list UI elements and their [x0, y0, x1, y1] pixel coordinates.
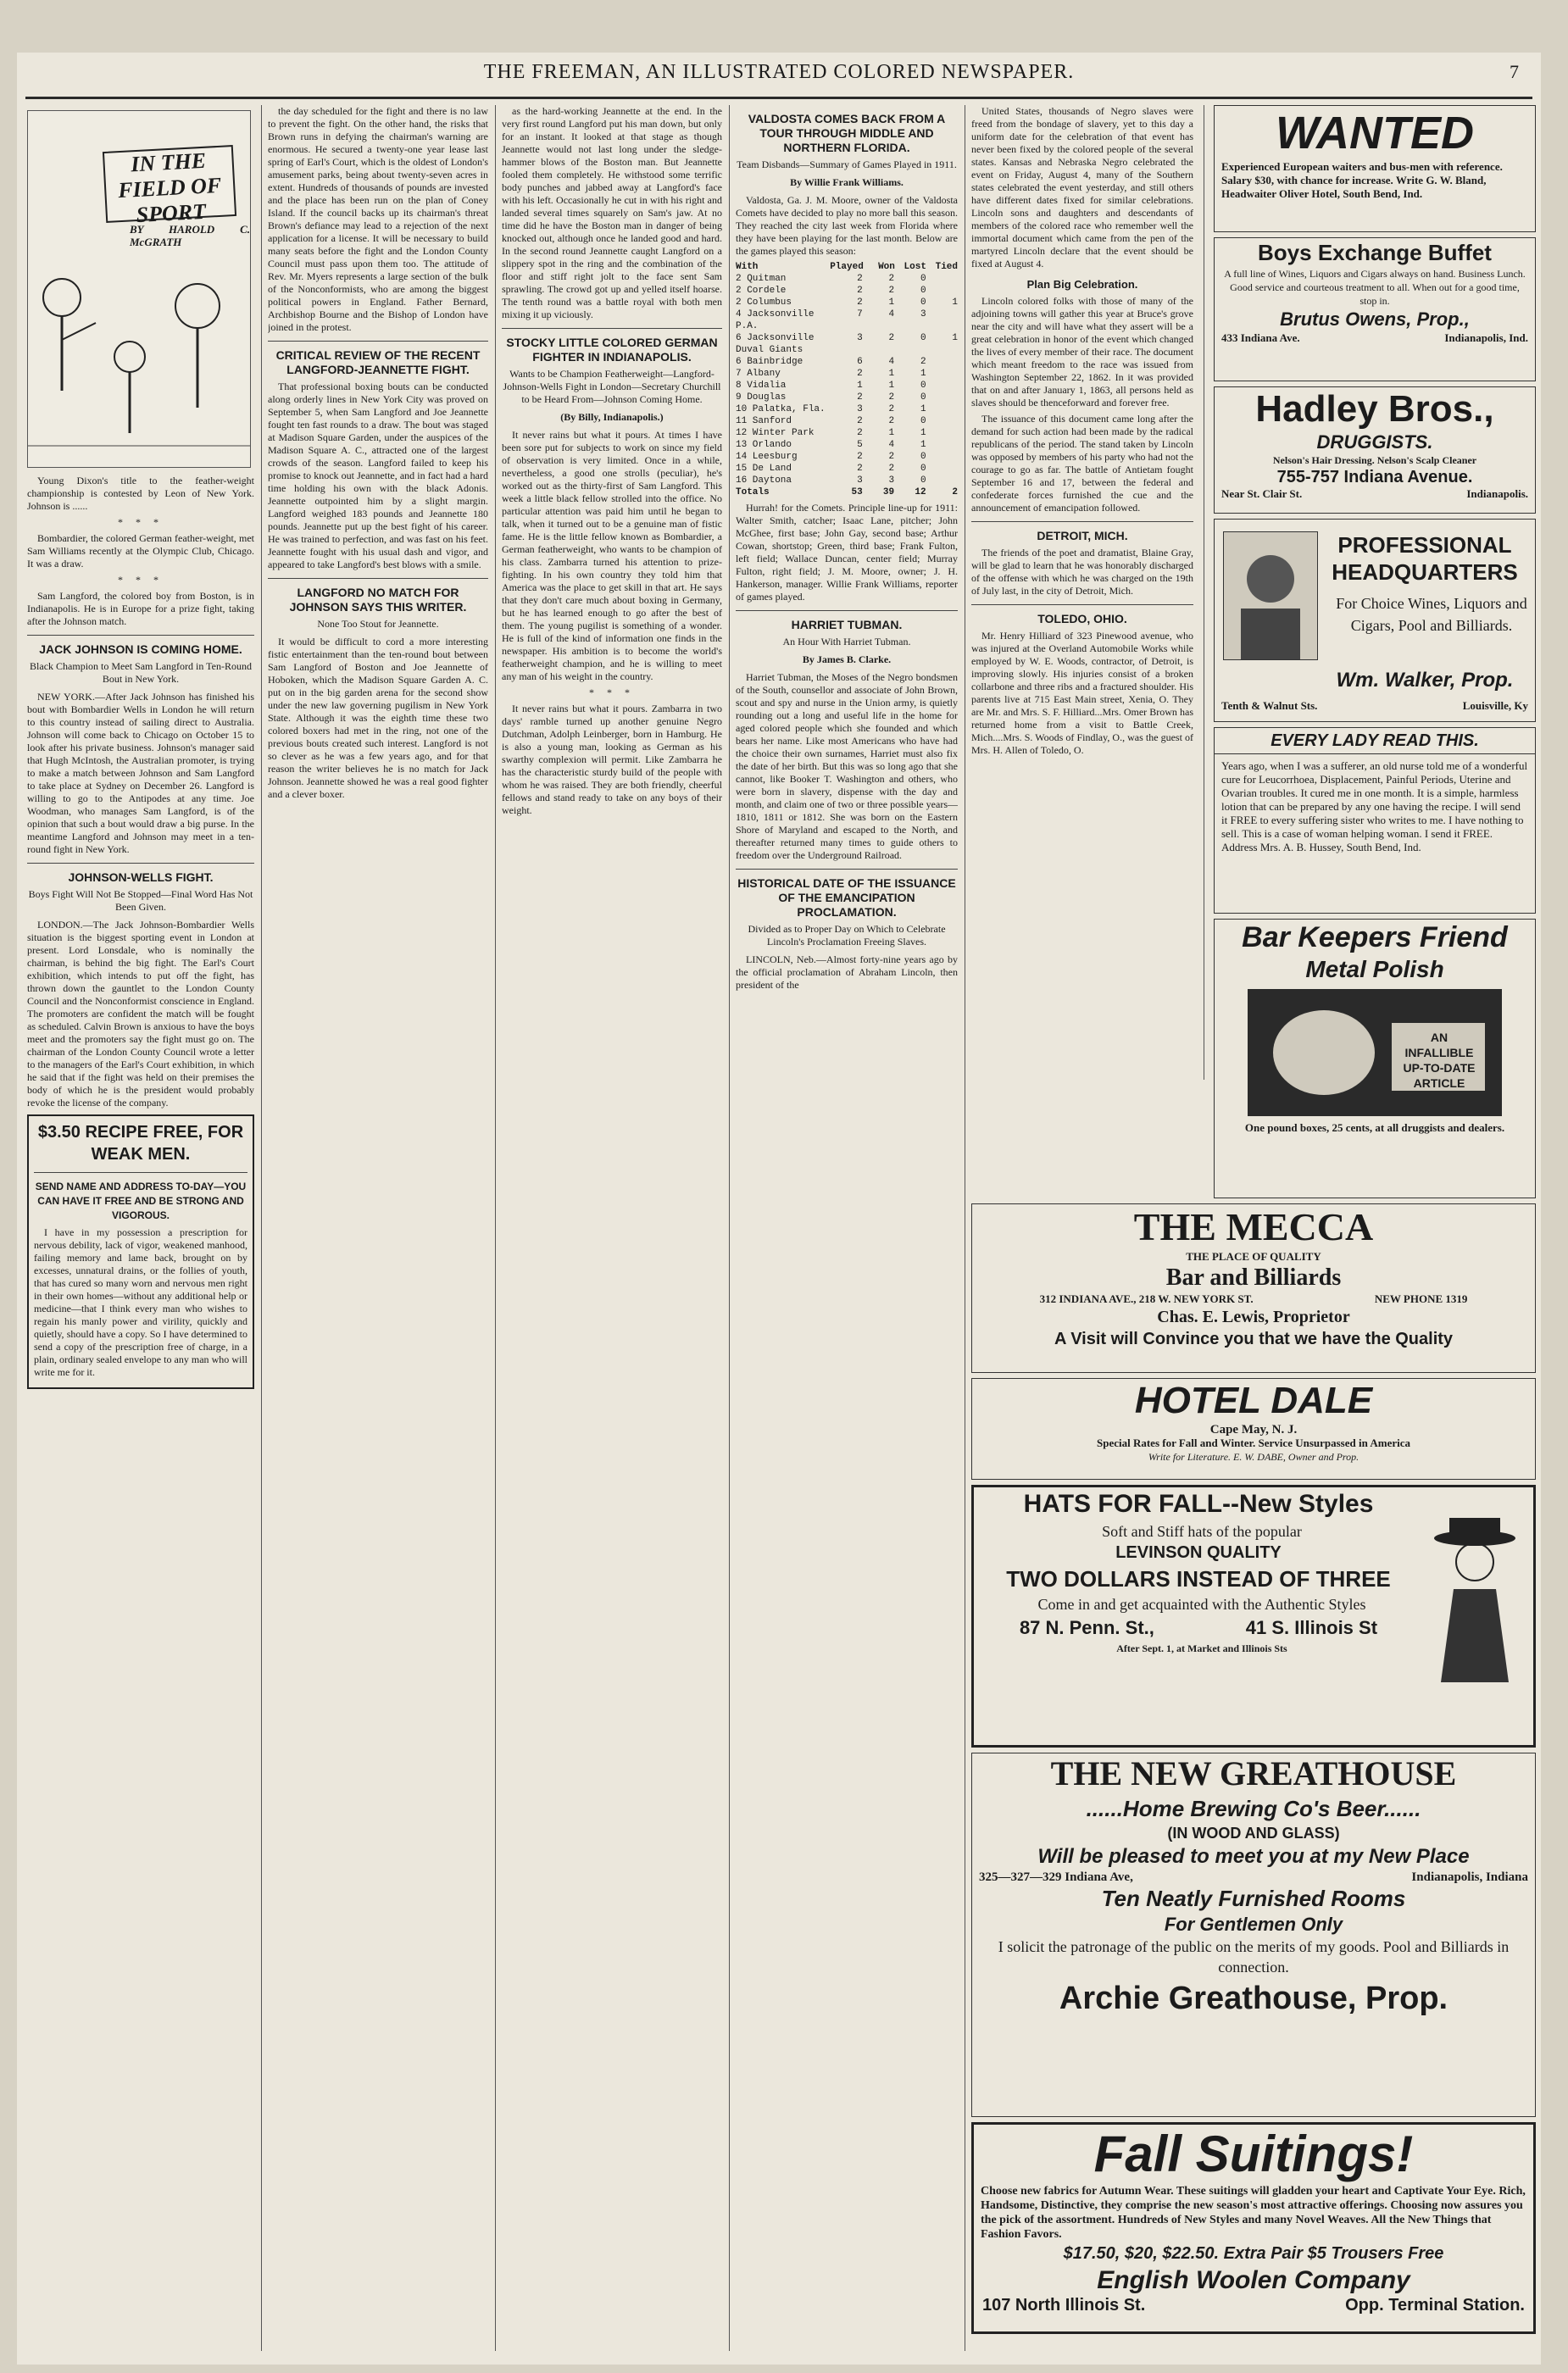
ad-title: EVERY LADY READ THIS. [1215, 728, 1535, 754]
table-cell: 2 [857, 392, 863, 403]
ad-tagline: Will be pleased to meet you at my New Place [1037, 1845, 1470, 1868]
paragraph: Bombardier, the colored German feather-weight, met Sam Williams recently at the Olympic Club, Chicago. It was a draw. [27, 532, 254, 570]
table-row [736, 475, 958, 486]
ad-title: Hadley Bros., [1255, 388, 1494, 430]
table-row [736, 332, 958, 356]
table-cell: 1 [920, 369, 926, 379]
column-1: IN THE FIELD OF SPORT BY HAROLD C. McGRATH Young Dixon's title to the feather-weight championship is contested by Leon of New York. Johnson is ...... * * * Bombardier, the colored German feather-weight, met Sam Williams recently at the Olympic Club, Chicago. It was a draw. * * * Sam Langford, the colored boy from Boston, is in Indianapolis. He is in Europe for a prize fight, taking after the Johnson match. JACK JOHNSON IS COMING HOME. Black Champion to Meet Sam Langford in Ten-Round Bout in New York. NEW YORK.—After Jack Johnson has finished his bout with Bombardier Wells in London he will return to this country instead of sailing direct to Australia. Johnson will come back to Chicago on October 15 to look after his private business. Johnson's manager said that Hugh McIntosh, the Australian promoter, is trying to make a match between Johnson and Sam Langford to take place at Sydney on December 26. Langford is willing to go to the Antipodes at any time. Joe Woodman, who manages Sam Langford, is of the opinion that such a bout would draw a big purse. In the meantime Langford and Johnson may meet in a ten-round fight in New York. JOHNSON-WELLS FIGHT. Boys Fight Will Not Be Stopped—Final Word Has Not Been Given. LONDON.—The Jack Johnson-Bombardier Wells situation is the biggest sporting event in London at present. Lord Lonsdale, who is nominally the chairman, is behind the big fight. The Earl's Court exhibition, which intends to put off the fight, has thrown down the gauntlet to the London County Council and the Nonconformist conscience in England. The promoters are confident the match will be fought as scheduled. Calvin Brown is anxious to have the boys meet and the promoters say the fight must go on. The chairman of the London County Council wrote a letter to the managers of the Earl's Court exhibition, in which he said that if the fight was held on their premises the body of which he is the president would probably revoke the license of the company. $3.50 RECIPE FREE, FOR WEAK MEN. SEND NAME AND ADDRESS TO-DAY—YOU CAN HAVE IT FREE AND BE STRONG AND VIGOROUS. I have in my possession a prescription for nervous debility, lack of vigor, weakened manhood, failing memory and lame back, brought on by excesses, unnatural drains, or the follies of youth, that has cured so many worn and nervous men right in their own homes—without any additional help or medicine—that I think every man who wishes to regain his manly power and virility, quickly and quietly, should have a copy. So I have determined to send a copy of the prescription free of charge, in a plain, ordinary sealed envelope to any man who will write me for it. [27, 105, 254, 2351]
paragraph: Young Dixon's title to the feather-weight championship is contested by Leon of New York. Johnson is ...... [27, 475, 254, 512]
ad-text: A full line of Wines, Liquors and Cigars always on hand. Business Lunch. Good service and courteous treatment to all. When out for a good time, stop in. [1224, 268, 1526, 307]
ad-gentlemen: For Gentlemen Only [1164, 1914, 1343, 1935]
table-cell: 3 [857, 333, 863, 343]
byline: By James B. Clarke. [802, 653, 892, 665]
ad-hadley-bros [1214, 386, 1536, 514]
table-cell: 0 [920, 464, 926, 474]
table-cell: 2 [888, 404, 895, 414]
table-row [736, 486, 958, 498]
table-cell: 2 [888, 464, 895, 474]
table-cell: 2 [857, 286, 863, 296]
table-cell: 0 [920, 286, 926, 296]
table-row [736, 463, 958, 475]
byline: (By Billy, Indianapolis.) [560, 411, 664, 423]
cartoon-title: IN THE FIELD OF SPORT [103, 145, 236, 223]
table-cell: 7 [857, 309, 863, 320]
ad-text-2: LEVINSON QUALITY [1115, 1543, 1282, 1562]
article-body: LONDON.—The Jack Johnson-Bombardier Wells situation is the biggest sporting event in London at present. Lord Lonsdale, who is nominally the chairman, is behind the big fight. The Earl's Court exhibition, which intends to put off the fight, has thrown down the gauntlet to the London County Council and the Nonconformist conscience in England. The promoters are confident the match will be fought as scheduled. Calvin Brown is anxious to have the boys meet and the promoters say the fight must go on. The chairman of the London County Council wrote a letter to the managers of the Earl's Court exhibition, in which he said that if the fight was held on their premises the body of which he is the president would probably revoke the license of the company. [27, 919, 254, 1109]
table-row [736, 415, 958, 427]
ad-footer: Write for Literature. E. W. DABE, Owner and Prop. [1148, 1451, 1359, 1463]
table-cell: 2 [857, 274, 863, 284]
table-cell: 2 [888, 416, 895, 426]
masthead [17, 61, 1541, 90]
ad-city: Indianapolis, Ind. [1444, 331, 1528, 344]
ad-address: 107 North Illinois St. [982, 2296, 1146, 2315]
table-cell: 2 Columbus [736, 297, 792, 308]
ad-subtitle: DRUGGISTS. [1316, 431, 1433, 453]
table-cell: 2 [888, 333, 895, 343]
gentleman-hat-illustration [1428, 1513, 1521, 1682]
table-row [736, 403, 958, 415]
table-cell: 10 Palatka, Fla. [736, 404, 826, 414]
table-cell [926, 308, 958, 332]
table-cell: 0 [920, 274, 926, 284]
article-body: The friends of the poet and dramatist, Blaine Gray, will be glad to learn that he was honorably discharged of the offense with which he was charged on the 19th of July last, in the city of Detroit, Mich. [971, 547, 1193, 597]
column-3: as the hard-working Jeannette at the end. In the very first round Langford put his man down, but only for an instant. It looked at that stage as though Jeannette would not last long under the sledge-hammer blows of the Boston man. But Jeannette fooled them completely. He withstood some terrific body punches and jabbed away at Langford's face with his left. Occasionally he cut in with his right and landed several times squarely on Sam's jaw. At no time did he have the Boston man in danger of being knocked out, although once he landed good and hard. In the second round Jeannette caught Langford on a slippery spot in the ring and the combination of the floor and stiff right jolt to the face sent Sam sprawling. The crowd got up and yelled itself hoarse. The tenth round was a battle royal with both men mixing it up viciously. STOCKY LITTLE COLORED GERMAN FIGHTER IN INDIANAPOLIS. Wants to be Champion Featherweight—Langford-Johnson-Wells Fight in London—Secretary Churchill to be Heard From—Johnson Coming Home. (By Billy, Indianapolis.) It never rains but what it pours. At times I have been sore put for subjects to work on since my field of observation is very limited. Once in a while, nevertheless, a good one strolls (peculiar), he's worked out as the thirty-first of Sam Langford. This week a little black fellow strolled into the office. No particular attention was paid him until he began to talk, when it turned out to be a genuine man of fistic fame. He is the little fellow known as Bombardier, a German featherweight, who wants to be champion of his class. Zambarra turned his attention to prize-fighting. In his own country they told him that America was the place to get skill in that art. He says that they don't care much about boxing in Germany, but he has learned enough to go after the best of them. The young pugilist is something of a wonder. He is full of the kind of information one finds in the newspaper. His ambition is to become the world's featherweight champion, and he is willing to meet any man of his weight in the country. * * * It never rains but what it pours. Zambarra in two days' ramble turned up another genuine Negro Dutchman, Adolph Leinberger, born in Hamburg. He is also a young man, looking as German as his swarthy complexion will permit. Like Zambarra he has the characteristic sturdy build of the people with whom he was raised. They are both friendly, cheerful fellows and stand ready to take on any boys of their weight. [502, 105, 722, 816]
table-row [736, 261, 958, 273]
recipe-ad [27, 1114, 254, 1389]
masthead-rule [25, 97, 1532, 99]
table-row [736, 273, 958, 285]
ad-text: Nelson's Hair Dressing. Nelson's Scalp Cleaner [1272, 454, 1477, 466]
table-cell: 16 Daytona [736, 475, 792, 486]
subheadline: An Hour With Harriet Tubman. [782, 636, 911, 647]
ad-text-1: Soft and Stiff hats of the popular [1102, 1523, 1302, 1540]
ad-text-3: TWO DOLLARS INSTEAD OF THREE [1006, 1566, 1391, 1592]
table-cell: 2 [857, 452, 863, 462]
ad-owner: Archie Greathouse, Prop. [1059, 1981, 1448, 2016]
table-cell [926, 475, 958, 486]
ad-owner: Chas. E. Lewis, Proprietor [1157, 1308, 1350, 1326]
table-cell: 4 [888, 440, 895, 450]
ad-address: Tenth & Walnut Sts. [1221, 699, 1318, 712]
ad-the-mecca [971, 1203, 1536, 1373]
table-row [736, 380, 958, 392]
headline: VALDOSTA COMES BACK FROM A TOUR THROUGH MIDDLE AND NORTHERN FLORIDA. [748, 112, 946, 154]
article-body: It never rains but what it pours. At times I have been sore put for subjects to work on since my field of observation is very limited. Once in a while, nevertheless, a good one strolls (peculiar), he's worked out as the thirty-first of Sam Langford. This week a little black fellow strolled into the office. No particular attention was paid him until he began to talk, when it turned out to be a genuine man of fistic fame. He is the little fellow known as Bombardier, a German featherweight, who wants to be champion of his class. Zambarra turned his attention to prize-fighting. In his own country they told him that America was the place to get skill in that art. He says that they don't care much about boxing in Germany, but he has learned enough to go after the best of them. The young pugilist is something of a wonder. He is full of the kind of information one finds in the newspaper. His ambition is to become the world's featherweight champion, and he is willing to meet any man of his weight in the country. [502, 429, 722, 682]
table-cell: 3 [857, 475, 863, 486]
article-body: Hurrah! for the Comets. Principle line-up for 1911: Walter Smith, catcher; Isaac Lane, pitcher; John McGhee, first base; John Gay, second base; Arthur Cowan, shortstop; Green, third base; Frank Fulton, left field; Wallace Duncan, center field; Murray Fulton, right field; J. M. Moore, owner; J. H. Hankerson, manager. Willie Frank Williams, reporter of games played. [736, 502, 958, 603]
ad-phone: 755-757 Indiana Avenue. [1276, 468, 1473, 486]
article-body: The issuance of this document came long after the demand for such action had been made by the radical republicans of the period. The stand taken by Lincoln was opposed by members of his party who had not the courage to go as far. The battle of Antietam fought September 16 and 17, between the federal and confederate forces furnished the cue and the announcement of emancipation followed. [971, 413, 1193, 514]
headline: HARRIET TUBMAN. [791, 618, 903, 631]
subheadline: Team Disbands—Summary of Games Played in 1911. [737, 158, 957, 170]
table-cell: 2 Cordele [736, 286, 787, 296]
table-cell: 1 [920, 440, 926, 450]
table-cell: 12 [915, 487, 926, 497]
article-body: It would be difficult to cord a more interesting fistic entertainment than the ten-round bout between Sam Langford of Boston and Joe Jeannette of Hoboken, which the Madison Square Garden A. C. put on in the big garden arena for the second show under the new law governing pugilism in New York State. Although it was the eighth time these two colored boxers had met in the ring, not one of the previous bouts created such interest. Langford is not so clever as he was a few years ago, and for that reason the writer believes he is no match for Jack Johnson. Jeannette showed he was a real good fighter and a clever boxer. [268, 636, 488, 800]
ad-title: Boys Exchange Buffet [1258, 240, 1492, 265]
table-cell: Played [830, 262, 864, 272]
headline: LANGFORD NO MATCH FOR JOHNSON SAYS THIS WRITER. [289, 586, 467, 614]
table-cell: 8 Vidalia [736, 381, 787, 391]
headline: TOLEDO, OHIO. [1037, 612, 1127, 625]
table-cell: 6 [857, 357, 863, 367]
table-cell: 2 [888, 392, 895, 403]
ad-title: HATS FOR FALL--New Styles [1023, 1490, 1374, 1518]
article-body: NEW YORK.—After Jack Johnson has finished his bout with Bombardier Wells in London he will return to this country instead of sailing direct to Australia. Johnson will come back to Chicago on October 15 to look after his private business. Johnson's manager said that Hugh McIntosh, the Australian promoter, is trying to make a match between Johnson and Sam Langford to take place at Sydney on December 26. Langford is willing to go to the Antipodes at any time. Joe Woodman, who manages Sam Langford, is of the opinion that such a bout would draw a big purse. In the meantime Langford and Johnson may meet in a ten-round fight in New York. [27, 691, 254, 855]
ad-address: 433 Indiana Ave. [1221, 331, 1300, 344]
ad-subtitle: Metal Polish [1305, 956, 1444, 982]
table-row [736, 285, 958, 297]
ad-owner: Brutus Owens, Prop., [1280, 308, 1470, 330]
table-cell: 2 [888, 452, 895, 462]
ad-every-lady [1214, 727, 1536, 914]
recipe-body: I have in my possession a prescription for nervous debility, lack of vigor, weakened manhood, failing memory and lame back, brought on by excesses, unnatural drains, or the follies of youth, that has cured so many worn and nervous men right in their own homes—without any additional help or medicine—that I think every man who wishes to regain his manly power and virility, quickly and quietly, should have a copy. So I have determined to send a copy of the prescription free of charge, in a plain, ordinary sealed envelope to any man who will write me for it. [34, 1226, 247, 1378]
table-cell: 1 [857, 381, 863, 391]
subheadline: None Too Stout for Jeannette. [317, 618, 439, 630]
table-cell: 2 [857, 369, 863, 379]
table-cell: 5 [857, 440, 863, 450]
subheadline: Black Champion to Meet Sam Langford in Ten-Round Bout in New York. [30, 660, 252, 685]
newspaper-page [17, 53, 1541, 2365]
article-body: United States, thousands of Negro slaves were freed from the bondage of slavery, yet to this day a uniform date for the celebration of that event has never been fixed by the colored people of the several states. Kansas and Nebraska Negro celebrated the event on Friday, August 4, many of the Southern states celebrated the event yesterday, and still others have different dates fixed for similar celebrations. Lincoln sons and daughters and descendants of members of the colored race who remember well the immortal document which came from the pen of the martyred Lincoln declare that the event should be fixed at August 4. [971, 105, 1193, 270]
column-2 [268, 105, 488, 2351]
portrait-photo [1223, 531, 1318, 660]
page-number: 7 [1510, 61, 1519, 82]
headline: JOHNSON-WELLS FIGHT. [68, 870, 214, 884]
ad-address: 325—327—329 Indiana Ave, [979, 1870, 1133, 1884]
ad-boys-exchange-buffet [1214, 237, 1536, 381]
ad-text: For Choice Wines, Liquors and Cigars, Pool and Billiards. [1336, 595, 1527, 634]
table-row [736, 451, 958, 463]
table-cell: 6 Jacksonville Duval Giants [736, 333, 815, 355]
ad-title: Fall Suitings! [1093, 2126, 1414, 2182]
ad-title: THE MECCA [1133, 1205, 1374, 1248]
table-cell [926, 463, 958, 475]
table-cell [926, 415, 958, 427]
article-body: as the hard-working Jeannette at the end. In the very first round Langford put his man down, but only for an instant. It looked at that stage as though Jeannette would not last long under the sledge-hammer blows of the Boston man. But Jeannette fooled them completely. He withstood some terrific body punches and jabbed away at Langford's face with his left. Occasionally he cut in with his right and landed several times squarely on Sam's jaw. At no time did he have the Boston man in danger of being knocked out, although once he landed good and hard. In the second round Jeannette caught Langford on a slippery spot in the ring and the combination of the floor and stiff right jolt to the face sent Sam sprawling. The crowd got up and yelled itself hoarse. The tenth round was a battle royal with both men mixing it up viciously. [502, 105, 722, 320]
ad-text: Years ago, when I was a sufferer, an old nurse told me of a wonderful cure for Leucorrhoea, Displacement, Painful Periods, Uterine and Ovarian troubles. It cured me in one month. It is a simple, harmless lotion that can be prepared by any one having the recipe. I will send it FREE to every suffering sister who writes to me. I have nothing to sell. This is a case of woman helping woman. I send it FREE. Address Mrs. A. B. Hussey, South Bend, Ind. [1221, 759, 1528, 853]
games-table [736, 261, 958, 498]
table-cell: 2 [857, 464, 863, 474]
ad-title: Bar Keepers Friend [1242, 921, 1508, 953]
table-cell: 0 [920, 381, 926, 391]
article-body: It never rains but what it pours. Zambarra in two days' ramble turned up another genuine Negro Dutchman, Adolph Leinberger, born in Hamburg. He is also a young man, looking as German as his swarthy complexion will permit. Like Zambarra he has the characteristic sturdy build of the people with whom he was raised. They are both friendly, cheerful fellows and stand ready to take on any boys of their weight. [502, 703, 722, 816]
headline: Plan Big Celebration. [1026, 278, 1138, 291]
table-cell: 0 [920, 452, 926, 462]
ad-prices: $17.50, $20, $22.50. Extra Pair $5 Trousers Free [1063, 2244, 1444, 2263]
table-cell: 1 [920, 428, 926, 438]
ad-subtitle: Cape May, N. J. [1209, 1423, 1298, 1437]
article-body: Harriet Tubman, the Moses of the Negro bondsmen of the South, counsellor and associate of John Brown, scout and spy and nurse in the Union army, is quietly rounding out a long and useful life in the home for aged colored people which she founded and which bears her name. Like most Americans who have had the choice their own surnames, Harriet must also fix the date of her birth. But this was so long ago that she cannot, like Booker T. Washington and others, who were born in slavery, dispense with the day and month, and claim one of two or three possible years—1810, 1811 or 1812. She was born on the Eastern Shore of Maryland and escaped to the North, and thereafter returned many times to guide others to freedom over the Underground Railroad. [736, 671, 958, 861]
article-body: LINCOLN, Neb.—Almost forty-nine years ago by the official proclamation of Abraham Lincoln, then president of the [736, 953, 958, 991]
paragraph: Sam Langford, the colored boy from Boston, is in Indianapolis. He is in Europe for a prize fight, taking after the Johnson match. [27, 590, 254, 627]
subheadline: Wants to be Champion Featherweight—Langford-Johnson-Wells Fight in London—Secretary Churchill to be Heard From—Johnson Coming Home. [503, 368, 721, 405]
headline: HISTORICAL DATE OF THE ISSUANCE OF THE EMANCIPATION PROCLAMATION. [737, 876, 956, 919]
table-cell [926, 273, 958, 285]
table-cell: 12 Winter Park [736, 428, 815, 438]
table-cell: 1 [920, 404, 926, 414]
ad-title: HOTEL DALE [1134, 1380, 1373, 1421]
table-cell: 4 [888, 309, 895, 320]
headline: JACK JOHNSON IS COMING HOME. [39, 642, 242, 656]
table-cell [926, 392, 958, 403]
ad-company: English Woolen Company [1097, 2266, 1410, 2294]
ad-text-4: Come in and get acquainted with the Authentic Styles [1037, 1596, 1366, 1613]
ad-title: THE NEW GREATHOUSE [1050, 1754, 1457, 1792]
table-cell: With [736, 262, 759, 272]
masthead-title: THE FREEMAN, AN ILLUSTRATED COLORED NEWSPAPER. [483, 61, 1075, 83]
table-cell: 0 [920, 333, 926, 343]
table-cell: 1 [888, 369, 895, 379]
ad-fall-suitings [971, 2122, 1536, 2334]
ad-rooms: Ten Neatly Furnished Rooms [1101, 1886, 1406, 1911]
subheadline: Boys Fight Will Not Be Stopped—Final Word Has Not Been Given. [28, 888, 253, 913]
table-cell: 2 [857, 297, 863, 308]
ad-footer: After Sept. 1, at Market and Illinois Sts [1116, 1642, 1287, 1654]
table-cell: 0 [920, 297, 926, 308]
table-cell: Lost [904, 262, 926, 272]
table-cell: 1 [952, 333, 958, 343]
column-5 [971, 105, 1193, 1080]
table-cell: 11 Sanford [736, 416, 792, 426]
table-cell [926, 439, 958, 451]
table-cell: 2 [888, 274, 895, 284]
ad-text: Special Rates for Fall and Winter. Service Unsurpassed in America [1096, 1437, 1411, 1449]
table-cell: 0 [920, 416, 926, 426]
headline: CRITICAL REVIEW OF THE RECENT LANGFORD-JEANNETTE FIGHT. [275, 348, 481, 376]
table-row [736, 427, 958, 439]
table-cell: 39 [882, 487, 895, 497]
ad-title: PROFESSIONAL HEADQUARTERS [1332, 532, 1518, 585]
ad-owner: Wm. Walker, Prop. [1336, 669, 1514, 692]
article-body: That professional boxing bouts can be conducted along orderly lines in New York City was proved on September 5, when Sam Langford and Joe Jeannette fought ten fast rounds to a draw. The bout was staged at Madison Square Garden, under the auspices of the Madison Square A. C., attracted one of the largest crowds of the season. Langford failed to keep his promise to knock out Jeannette, and in fact had a hard time holding his own with the black Adonis. Jeannette outpointed him by a slight margin. Langford weighed 183 pounds and Jeannette 180 pounds. Jeannette put up the best fight of his career. He was trained to perfection, and was fast on his feet. Jeannette fought with his usual dash and vigor, and appeared to take Langford's best blows with a smile. [268, 381, 488, 570]
table-row [736, 392, 958, 403]
table-cell: 2 [920, 357, 926, 367]
table-cell: Totals [736, 487, 770, 497]
ad-subtitle-2: (IN WOOD AND GLASS) [1167, 1825, 1340, 1842]
ad-phone: NEW PHONE 1319 [1374, 1292, 1468, 1305]
ad-address-2: 41 S. Illinois St [1245, 1617, 1378, 1638]
table-cell [926, 285, 958, 297]
table-cell: 3 [857, 404, 863, 414]
article-body: the day scheduled for the fight and there is no law to prevent the fight. On the other hand, the risks that Brown runs in defying the chairman's warning are enormous. He secured a twenty-one year lease last spring of Earl's Court, which is the oldest of London's amusement parks, being about twenty-seven acres in extent. Hundreds of thousands of pounds are invested and the place has been run on the plan of Coney Island. If the council backs up its chairman's threat Brown's defiance may lead to a rejection of the next application for a license. It will be necessary to build many seats before the fight and the London County Council must pass upon them too. The attitude of Rev. Mr. Myers represents a large section of the bulk of the Nonconformists, who are among the biggest political powers in England. Father Bernard, Archbishop Bourne and the Bishop of London have joined in the protest. [268, 105, 488, 333]
table-cell: 13 Orlando [736, 440, 792, 450]
byline: By Willie Frank Williams. [790, 176, 904, 188]
portrait-icon [1224, 532, 1317, 659]
headline: DETROIT, MICH. [1037, 529, 1128, 542]
table-cell: 53 [851, 487, 863, 497]
hat-icon [1428, 1513, 1521, 1682]
table-row [736, 439, 958, 451]
table-cell: 1 [888, 297, 895, 308]
ad-city: Louisville, Ky [1462, 699, 1528, 712]
article-body: Valdosta, Ga. J. M. Moore, owner of the Valdosta Comets have decided to play no more ball this season. They reached the city last week from Florida where they have been playing for the last month. Below are the games played this season: [736, 194, 958, 257]
ad-text: Experienced European waiters and bus-men with reference. Salary $30, with chance for increase. Write G. W. Bland, Headwaiter Oliver Hotel, South Bend, Ind. [1221, 160, 1503, 200]
table-cell: 2 [857, 428, 863, 438]
ad-text: AN INFALLIBLE UP-TO-DATE ARTICLE [1403, 1031, 1476, 1090]
polish-can-illustration [1248, 989, 1502, 1116]
table-cell: 15 De Land [736, 464, 792, 474]
ad-near: Near St. Clair St. [1221, 487, 1303, 500]
ad-text: I solicit the patronage of the public on the merits of my goods. Pool and Billiards in connection. [998, 1938, 1510, 1976]
table-cell [926, 403, 958, 415]
table-cell [926, 451, 958, 463]
table-cell [926, 356, 958, 368]
table-cell: 0 [920, 392, 926, 403]
ad-text: Choose new fabrics for Autumn Wear. These suitings will gladden your heart and Captivate Your Eye. Rich, Handsome, Distinctive, they comprise the new season's most attractive offerings. Choosing now assures you the pick of the assortment. Hundreds of New Styles and many Novel Weaves. All the New Things that Fashion Favors. [981, 2185, 1526, 2241]
ad-city: Indianapolis, Indiana [1411, 1870, 1528, 1884]
table-cell: Won [878, 262, 895, 272]
table-cell [926, 427, 958, 439]
table-row [736, 356, 958, 368]
sport-cartoon [27, 110, 251, 468]
ad-hotel-dale [971, 1378, 1536, 1480]
table-cell: 1 [888, 381, 895, 391]
table-cell: 2 [952, 487, 958, 497]
ad-tagline: A Visit will Convince you that we have the Quality [1054, 1330, 1454, 1348]
table-cell: 2 [857, 416, 863, 426]
ad-subtitle-2: Bar and Billiards [1165, 1264, 1342, 1291]
ad-title: WANTED [1276, 108, 1474, 158]
cartoon-byline: BY HAROLD C. McGRATH [130, 223, 250, 248]
table-row [736, 368, 958, 380]
ad-professional-headquarters [1214, 519, 1536, 722]
table-cell: 7 Albany [736, 369, 781, 379]
subheadline: Divided as to Proper Day on Which to Celebrate Lincoln's Proclamation Freeing Slaves. [748, 923, 946, 948]
ad-hats-for-fall [971, 1485, 1536, 1748]
ad-subtitle: ......Home Brewing Co's Beer...... [1086, 1796, 1421, 1821]
table-cell [926, 380, 958, 392]
ad-city: Indianapolis. [1466, 487, 1528, 500]
table-cell: 3 [920, 309, 926, 320]
article-body: Lincoln colored folks with those of many of the adjoining towns will gather this year at Bruce's grove near the city and will have what they assert will be a great celebration in honor of the event which changed the lives of every member of their race. The document which meant freedom to the race was issued from Washington September 22, 1862. In it was provided that on and after January 1, 1863, all persons held as slaves should be thenceforward and forever free. [971, 295, 1193, 408]
table-cell: 4 Jacksonville P.A. [736, 309, 815, 331]
table-cell: 2 Quitman [736, 274, 787, 284]
table-cell: 1 [952, 297, 958, 308]
ad-address: 312 INDIANA AVE., 218 W. NEW YORK ST. [1039, 1292, 1254, 1305]
table-row [736, 297, 958, 308]
table-cell: Tied [935, 262, 958, 272]
table-cell: 2 [888, 286, 895, 296]
ad-subtitle: THE PLACE OF QUALITY [1186, 1250, 1321, 1263]
table-cell: 4 [888, 357, 895, 367]
ad-footer: One pound boxes, 25 cents, at all druggists and dealers. [1244, 1121, 1505, 1134]
ad-bar-keepers-friend [1214, 919, 1536, 1198]
table-cell [926, 368, 958, 380]
table-cell: 9 Douglas [736, 392, 787, 403]
article-body: Mr. Henry Hilliard of 323 Pinewood avenue, who was injured at the Overland Automobile Works while employed by W. E. Woods, contractor, of Detroit, is improving slowly. His injuries consist of a broken collarbone and three ribs and a fractured shoulder. His parents live at 715 East Main street, Xenia, O. They are Mr. and Mrs. S. F. Hilliard...Mrs. Omer Brown has returned home from a visit to Battle Creek, Mich....Mrs. S. Woods of Findlay, O., was the guest of Mrs. H. Allen of Toledo, O. [971, 630, 1193, 756]
ad-wanted [1214, 105, 1536, 232]
table-cell: 14 Leesburg [736, 452, 798, 462]
headline: STOCKY LITTLE COLORED GERMAN FIGHTER IN INDIANAPOLIS. [506, 336, 718, 364]
recipe-title: $3.50 RECIPE FREE, FOR WEAK MEN. [37, 1123, 244, 1164]
table-cell: 3 [888, 475, 895, 486]
ad-new-greathouse [971, 1753, 1536, 2117]
recipe-subtitle: SEND NAME AND ADDRESS TO-DAY—YOU CAN HAVE IT FREE AND BE STRONG AND VIGOROUS. [35, 1181, 247, 1221]
table-row [736, 308, 958, 332]
table-cell: 6 Bainbridge [736, 357, 803, 367]
table-cell: 1 [888, 428, 895, 438]
ad-address-1: 87 N. Penn. St., [1019, 1617, 1154, 1638]
table-cell: 0 [920, 475, 926, 486]
column-4 [736, 105, 958, 2351]
ad-near: Opp. Terminal Station. [1345, 2296, 1525, 2315]
